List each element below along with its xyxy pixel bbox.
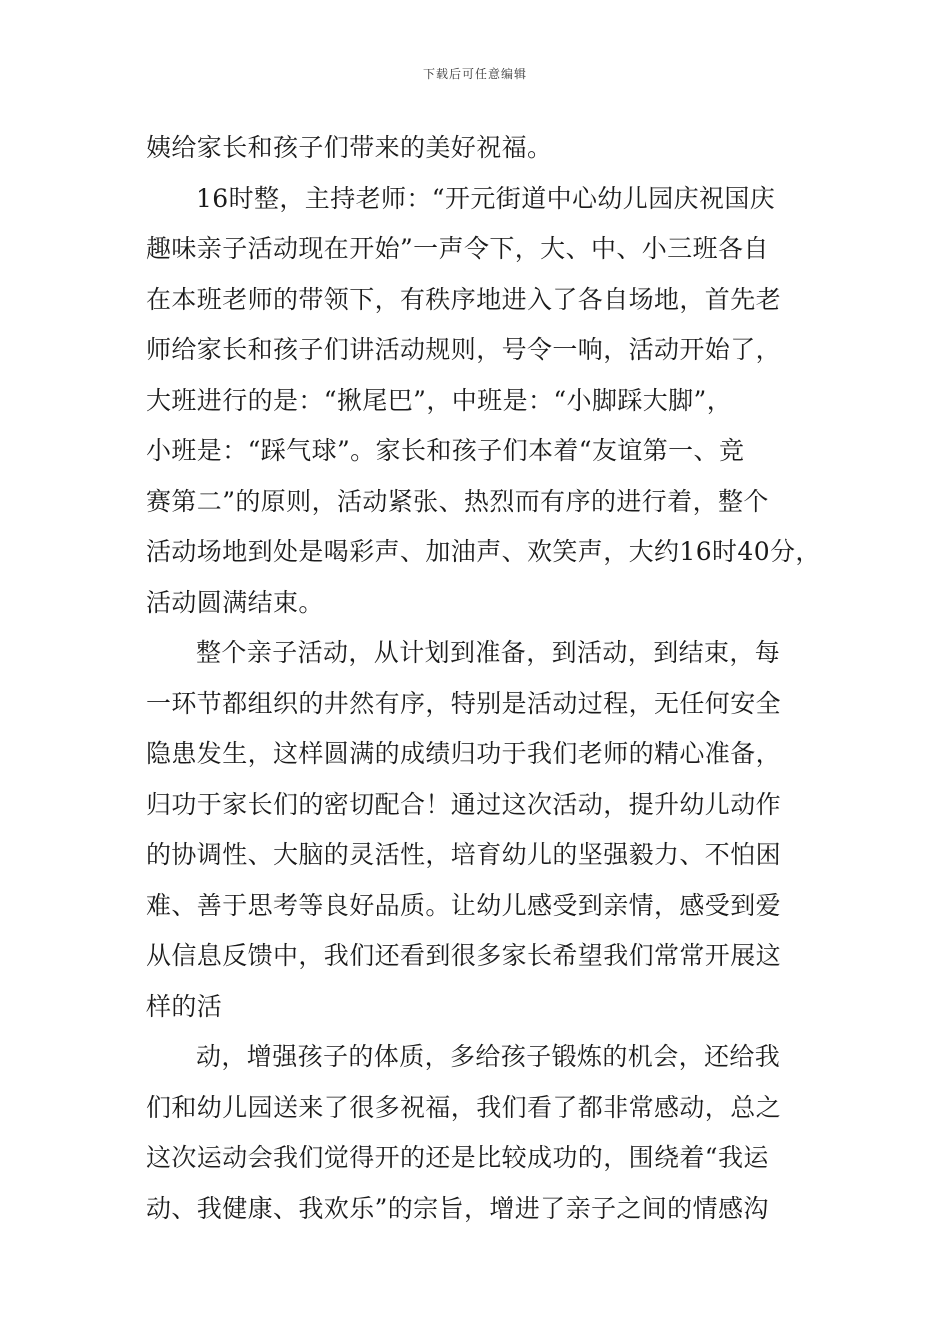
text-line: 小班是：“踩气球”。家长和孩子们本着“友谊第一、竞: [146, 436, 745, 465]
text-line: 动，增强孩子的体质，多给孩子锻炼的机会，还给我: [196, 1042, 781, 1071]
text-line: 们和幼儿园送来了很多祝福，我们看了都非常感动，总之: [146, 1092, 782, 1122]
text-line: 赛第二”的原则，活动紧张、热烈而有序的进行着，整个: [146, 486, 769, 516]
page-header: 下载后可任意编辑: [422, 67, 527, 81]
text-line: 16时整，主持老师：“开元街道中心幼儿园庆祝国庆: [196, 183, 776, 213]
text-line: 活动圆满结束。: [146, 587, 324, 617]
text-line: 隐患发生，这样圆满的成绩归功于我们老师的精心准备，: [146, 739, 782, 768]
text-line: 整个亲子活动，从计划到准备，到活动，到结束，每: [196, 638, 781, 667]
text-line: 师给家长和孩子们讲活动规则，号令一响，活动开始了，: [146, 335, 782, 364]
text-line: 从信息反馈中，我们还看到很多家长希望我们常常开展这: [146, 941, 782, 970]
text-line: 在本班老师的带领下，有秩序地进入了各自场地，首先老: [146, 284, 782, 314]
text-line: 姨给家长和孩子们带来的美好祝福。: [146, 133, 553, 162]
text-line: 样的活: [146, 991, 223, 1021]
body-text: [146, 123, 821, 1234]
text-line: 这次运动会我们觉得开的还是比较成功的，围绕着“我运: [146, 1143, 769, 1172]
text-line: 动、我健康、我欢乐”的宗旨，增进了亲子之间的情感沟: [146, 1193, 769, 1223]
text-line: 归功于家长们的密切配合！通过这次活动，提升幼儿动作: [146, 789, 782, 819]
text-line: 活动场地到处是喝彩声、加油声、欢笑声，大约16时40分，: [146, 537, 821, 566]
text-line: 难、善于思考等良好品质。让幼儿感受到亲情，感受到爱: [146, 890, 782, 920]
text-line: 大班进行的是：“揪尾巴”，中班是：“小脚踩大脚”，: [146, 385, 733, 415]
text-line: 的协调性、大脑的灵活性，培育幼儿的坚强毅力、不怕困: [146, 840, 782, 869]
text-line: 一环节都组织的井然有序，特别是活动过程，无任何安全: [146, 688, 782, 718]
text-line: 趣味亲子活动现在开始”一声令下，大、中、小三班各自: [146, 234, 769, 263]
